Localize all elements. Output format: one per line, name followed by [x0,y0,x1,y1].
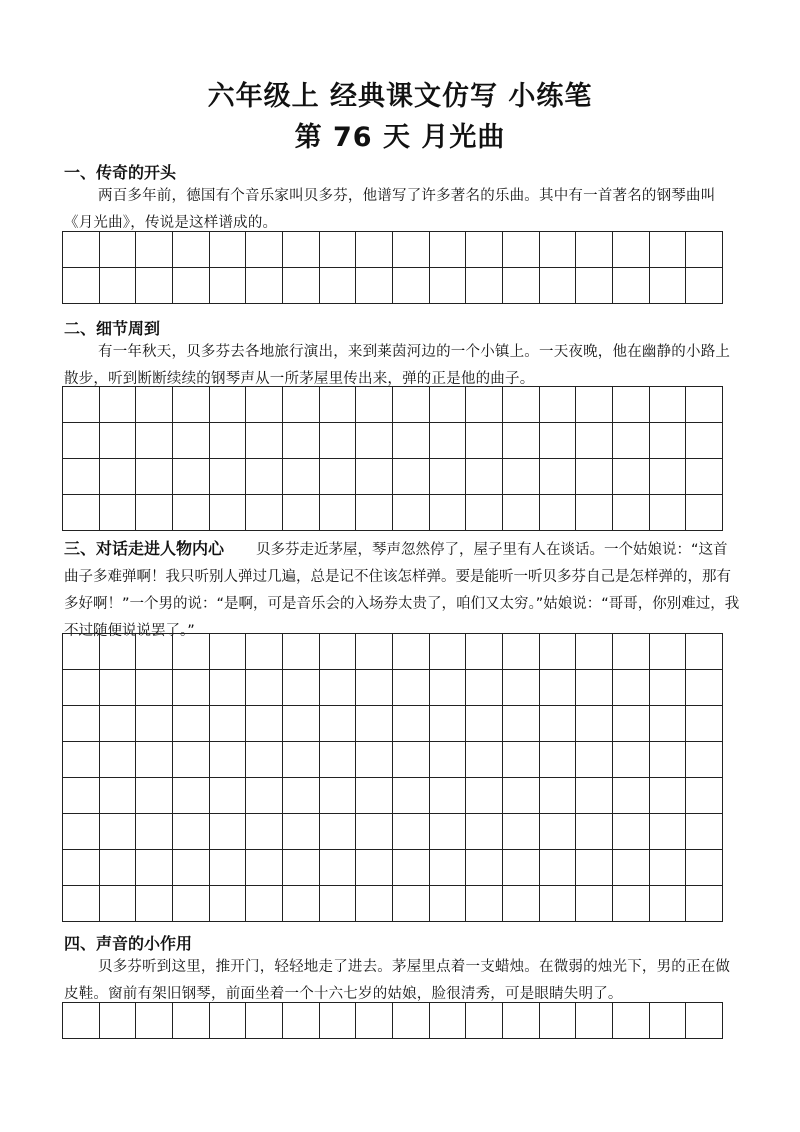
grid-cell[interactable] [173,268,210,304]
grid-cell[interactable] [503,495,540,531]
grid-cell[interactable] [63,634,100,670]
grid-cell[interactable] [136,459,173,495]
grid-cell[interactable] [650,778,687,814]
grid-cell[interactable] [650,232,687,268]
grid-cell[interactable] [540,232,577,268]
grid-cell[interactable] [320,670,357,706]
grid-cell[interactable] [100,387,137,423]
grid-cell[interactable] [650,634,687,670]
grid-cell[interactable] [63,423,100,459]
grid-cell[interactable] [613,706,650,742]
grid-cell[interactable] [503,850,540,886]
grid-cell[interactable] [320,423,357,459]
grid-cell[interactable] [173,459,210,495]
grid-cell[interactable] [210,459,247,495]
grid-cell[interactable] [283,268,320,304]
grid-cell[interactable] [173,778,210,814]
section-2-text [64,339,740,393]
grid-cell[interactable] [100,232,137,268]
grid-cell[interactable] [173,706,210,742]
grid-cell[interactable] [210,742,247,778]
grid-cell[interactable] [173,886,210,922]
grid-cell[interactable] [393,778,430,814]
grid-cell[interactable] [393,459,430,495]
section-2-text-content: 有一年秋天，贝多芬去各地旅行演出，来到莱茵河边的一个小镇上。一天夜晚，他在幽静的小路上散步，听到断断续续的钢琴声从一所茅屋里传出来，弹的正是他的曲子。 [64,344,731,387]
grid-cell[interactable] [466,634,503,670]
grid-cell[interactable] [686,778,723,814]
grid-cell[interactable] [246,814,283,850]
grid-cell[interactable] [63,850,100,886]
grid-cell[interactable] [136,670,173,706]
grid-cell[interactable] [686,742,723,778]
section-3-heading: 三、对话走进人物内心 [64,539,225,558]
grid-cell[interactable] [576,886,613,922]
grid-cell[interactable] [393,706,430,742]
grid-cell[interactable] [503,459,540,495]
grid-cell[interactable] [283,706,320,742]
grid-cell[interactable] [686,423,723,459]
grid-cell[interactable] [283,742,320,778]
grid-cell[interactable] [173,634,210,670]
grid-cell[interactable] [100,1003,137,1039]
writing-grid-3[interactable] [62,633,723,922]
grid-cell[interactable] [320,495,357,531]
grid-cell[interactable] [173,495,210,531]
grid-cell[interactable] [356,742,393,778]
grid-cell[interactable] [173,1003,210,1039]
grid-cell[interactable] [393,1003,430,1039]
grid-cell[interactable] [210,1003,247,1039]
grid-cell[interactable] [503,634,540,670]
grid-cell[interactable] [210,670,247,706]
grid-cell[interactable] [540,742,577,778]
section-1-heading: 一、传奇的开头 [64,163,177,182]
grid-cell[interactable] [430,268,467,304]
grid-cell[interactable] [430,814,467,850]
grid-cell[interactable] [576,459,613,495]
grid-cell[interactable] [466,850,503,886]
grid-cell[interactable] [686,387,723,423]
grid-cell[interactable] [540,423,577,459]
grid-cell[interactable] [173,232,210,268]
grid-cell[interactable] [283,850,320,886]
grid-cell[interactable] [503,670,540,706]
grid-cell[interactable] [63,706,100,742]
grid-cell[interactable] [686,495,723,531]
grid-cell[interactable] [246,232,283,268]
page-subtitle: 第 76 天 月光曲 [294,122,506,153]
grid-cell[interactable] [576,778,613,814]
grid-cell[interactable] [650,423,687,459]
section-1-text [64,183,740,237]
grid-cell[interactable] [246,778,283,814]
grid-cell[interactable] [320,1003,357,1039]
grid-cell[interactable] [173,670,210,706]
grid-cell[interactable] [503,387,540,423]
grid-cell[interactable] [136,706,173,742]
grid-cell[interactable] [613,232,650,268]
grid-cell[interactable] [503,778,540,814]
grid-cell[interactable] [63,814,100,850]
grid-cell[interactable] [136,387,173,423]
grid-cell[interactable] [613,387,650,423]
grid-cell[interactable] [613,268,650,304]
grid-cell[interactable] [63,232,100,268]
grid-cell[interactable] [356,670,393,706]
grid-cell[interactable] [210,495,247,531]
grid-cell[interactable] [613,742,650,778]
grid-cell[interactable] [356,814,393,850]
grid-cell[interactable] [430,232,467,268]
grid-cell[interactable] [173,814,210,850]
section-4-text-content: 贝多芬听到这里，推开门，轻轻地走了进去。茅屋里点着一支蜡烛。在微弱的烛光下，男的正在做皮鞋。窗前有架旧钢琴，前面坐着一个十六七岁的姑娘，脸很清秀，可是眼睛失明了。 [64,959,731,1002]
grid-cell[interactable] [100,706,137,742]
writing-grid-1[interactable] [62,231,723,304]
grid-cell[interactable] [466,1003,503,1039]
grid-cell[interactable] [686,268,723,304]
grid-cell[interactable] [613,1003,650,1039]
grid-cell[interactable] [356,634,393,670]
grid-cell[interactable] [246,387,283,423]
grid-cell[interactable] [686,232,723,268]
grid-cell[interactable] [210,814,247,850]
grid-cell[interactable] [100,814,137,850]
grid-cell[interactable] [210,423,247,459]
grid-cell[interactable] [136,886,173,922]
grid-cell[interactable] [136,850,173,886]
grid-cell[interactable] [576,742,613,778]
grid-cell[interactable] [576,387,613,423]
grid-cell[interactable] [320,387,357,423]
grid-cell[interactable] [100,423,137,459]
grid-cell[interactable] [246,268,283,304]
grid-cell[interactable] [320,268,357,304]
grid-cell[interactable] [540,706,577,742]
grid-cell[interactable] [393,742,430,778]
grid-cell[interactable] [650,459,687,495]
page-title: 六年级上 经典课文仿写 小练笔 [207,81,593,112]
grid-cell[interactable] [430,670,467,706]
grid-cell[interactable] [466,495,503,531]
grid-cell[interactable] [393,423,430,459]
grid-cell[interactable] [576,670,613,706]
grid-cell[interactable] [576,850,613,886]
grid-cell[interactable] [613,886,650,922]
grid-cell[interactable] [100,268,137,304]
grid-cell[interactable] [356,387,393,423]
grid-cell[interactable] [356,423,393,459]
grid-cell[interactable] [283,634,320,670]
grid-cell[interactable] [430,634,467,670]
grid-cell[interactable] [540,634,577,670]
grid-cell[interactable] [466,268,503,304]
grid-cell[interactable] [63,268,100,304]
grid-cell[interactable] [540,886,577,922]
section-4-text [64,954,740,1008]
grid-cell[interactable] [576,268,613,304]
grid-cell[interactable] [246,1003,283,1039]
grid-cell[interactable] [650,850,687,886]
grid-cell[interactable] [283,495,320,531]
grid-cell[interactable] [686,850,723,886]
grid-cell[interactable] [210,850,247,886]
grid-cell[interactable] [430,423,467,459]
grid-cell[interactable] [283,1003,320,1039]
grid-cell[interactable] [503,232,540,268]
grid-cell[interactable] [136,1003,173,1039]
grid-cell[interactable] [430,495,467,531]
grid-cell[interactable] [503,886,540,922]
grid-cell[interactable] [540,670,577,706]
grid-cell[interactable] [63,670,100,706]
grid-cell[interactable] [540,495,577,531]
grid-cell[interactable] [650,814,687,850]
grid-cell[interactable] [540,1003,577,1039]
grid-cell[interactable] [356,459,393,495]
grid-cell[interactable] [393,634,430,670]
grid-cell[interactable] [466,742,503,778]
grid-cell[interactable] [686,706,723,742]
writing-grid-2[interactable] [62,386,723,531]
grid-cell[interactable] [320,634,357,670]
grid-cell[interactable] [613,778,650,814]
grid-cell[interactable] [100,850,137,886]
grid-cell[interactable] [63,886,100,922]
grid-cell[interactable] [100,459,137,495]
grid-cell[interactable] [576,495,613,531]
grid-cell[interactable] [100,495,137,531]
grid-cell[interactable] [576,814,613,850]
grid-cell[interactable] [173,742,210,778]
grid-cell[interactable] [320,778,357,814]
grid-cell[interactable] [173,423,210,459]
grid-cell[interactable] [136,423,173,459]
grid-cell[interactable] [613,670,650,706]
grid-cell[interactable] [136,268,173,304]
grid-cell[interactable] [576,232,613,268]
grid-cell[interactable] [393,387,430,423]
grid-cell[interactable] [210,232,247,268]
grid-cell[interactable] [320,814,357,850]
section-4-heading: 四、声音的小作用 [64,934,193,953]
grid-cell[interactable] [283,459,320,495]
grid-cell[interactable] [576,423,613,459]
grid-cell[interactable] [686,670,723,706]
grid-cell[interactable] [650,886,687,922]
grid-cell[interactable] [283,814,320,850]
grid-cell[interactable] [686,634,723,670]
grid-cell[interactable] [466,814,503,850]
grid-cell[interactable] [540,387,577,423]
grid-cell[interactable] [466,423,503,459]
section-2-heading: 二、细节周到 [64,319,161,338]
grid-cell[interactable] [246,706,283,742]
section-1-text-content: 两百多年前，德国有个音乐家叫贝多芬，他谱写了许多著名的乐曲。其中有一首著名的钢琴曲叫《月光曲》，传说是这样谱成的。 [64,188,716,231]
section-3-text: 贝多芬走近茅屋，琴声忽然停了，屋子里有人在谈话。一个姑娘说：“这首曲子多难弹啊！我只听别人弹过几遍，总是记不住该怎样弹。要是能听一听贝多芬自己是怎样弹的，那有多好啊！”一个男的说：“是啊，可是音乐会的入场券太贵了，咱们又太穷。”姑娘说：“哥哥，你别难过，我不过随便说说罢了。” [64,542,740,639]
grid-cell[interactable] [356,495,393,531]
grid-cell[interactable] [210,268,247,304]
grid-cell[interactable] [100,886,137,922]
grid-cell[interactable] [503,814,540,850]
grid-cell[interactable] [503,423,540,459]
grid-cell[interactable] [650,706,687,742]
grid-cell[interactable] [393,886,430,922]
grid-cell[interactable] [356,850,393,886]
grid-cell[interactable] [576,706,613,742]
grid-cell[interactable] [136,232,173,268]
grid-cell[interactable] [466,387,503,423]
grid-cell[interactable] [576,634,613,670]
grid-cell[interactable] [246,886,283,922]
writing-grid-4[interactable] [62,1002,723,1039]
grid-cell[interactable] [393,232,430,268]
grid-cell[interactable] [356,232,393,268]
grid-cell[interactable] [430,778,467,814]
grid-cell[interactable] [613,423,650,459]
grid-cell[interactable] [210,387,247,423]
grid-cell[interactable] [320,850,357,886]
grid-cell[interactable] [430,387,467,423]
grid-cell[interactable] [430,1003,467,1039]
grid-cell[interactable] [63,459,100,495]
grid-cell[interactable] [283,886,320,922]
grid-cell[interactable] [246,495,283,531]
grid-cell[interactable] [63,742,100,778]
grid-cell[interactable] [613,495,650,531]
grid-cell[interactable] [246,423,283,459]
grid-cell[interactable] [210,706,247,742]
grid-cell[interactable] [393,814,430,850]
grid-cell[interactable] [136,634,173,670]
grid-cell[interactable] [100,778,137,814]
grid-cell[interactable] [320,459,357,495]
grid-cell[interactable] [356,886,393,922]
grid-cell[interactable] [246,670,283,706]
grid-cell[interactable] [173,387,210,423]
grid-cell[interactable] [686,459,723,495]
grid-cell[interactable] [210,778,247,814]
grid-cell[interactable] [540,268,577,304]
grid-cell[interactable] [613,850,650,886]
grid-cell[interactable] [136,742,173,778]
grid-cell[interactable] [356,706,393,742]
grid-cell[interactable] [503,706,540,742]
grid-cell[interactable] [320,886,357,922]
grid-cell[interactable] [246,459,283,495]
grid-cell[interactable] [466,778,503,814]
grid-cell[interactable] [393,268,430,304]
section-3-block [64,535,740,645]
grid-cell[interactable] [540,850,577,886]
grid-cell[interactable] [283,778,320,814]
grid-cell[interactable] [650,742,687,778]
grid-cell[interactable] [650,268,687,304]
grid-cell[interactable] [430,742,467,778]
grid-cell[interactable] [466,670,503,706]
grid-cell[interactable] [393,495,430,531]
grid-cell[interactable] [320,706,357,742]
grid-cell[interactable] [63,778,100,814]
grid-cell[interactable] [430,706,467,742]
grid-cell[interactable] [686,1003,723,1039]
grid-cell[interactable] [210,634,247,670]
grid-cell[interactable] [320,232,357,268]
grid-cell[interactable] [650,387,687,423]
grid-cell[interactable] [246,742,283,778]
grid-cell[interactable] [210,886,247,922]
grid-cell[interactable] [503,268,540,304]
grid-cell[interactable] [613,634,650,670]
grid-cell[interactable] [650,1003,687,1039]
grid-cell[interactable] [466,706,503,742]
grid-cell[interactable] [576,1003,613,1039]
grid-cell[interactable] [540,814,577,850]
grid-cell[interactable] [503,742,540,778]
grid-cell[interactable] [686,814,723,850]
grid-cell[interactable] [283,387,320,423]
grid-cell[interactable] [540,778,577,814]
grid-cell[interactable] [503,1003,540,1039]
grid-cell[interactable] [466,459,503,495]
grid-cell[interactable] [356,1003,393,1039]
grid-cell[interactable] [283,670,320,706]
grid-cell[interactable] [393,850,430,886]
grid-cell[interactable] [613,459,650,495]
grid-cell[interactable] [100,742,137,778]
grid-cell[interactable] [466,886,503,922]
grid-cell[interactable] [430,886,467,922]
grid-cell[interactable] [283,423,320,459]
grid-cell[interactable] [100,670,137,706]
grid-cell[interactable] [430,850,467,886]
grid-cell[interactable] [356,268,393,304]
grid-cell[interactable] [136,495,173,531]
grid-cell[interactable] [100,634,137,670]
grid-cell[interactable] [246,634,283,670]
grid-cell[interactable] [540,459,577,495]
grid-cell[interactable] [136,778,173,814]
grid-cell[interactable] [63,1003,100,1039]
grid-cell[interactable] [613,814,650,850]
grid-cell[interactable] [430,459,467,495]
grid-cell[interactable] [63,387,100,423]
grid-cell[interactable] [650,495,687,531]
grid-cell[interactable] [686,886,723,922]
grid-cell[interactable] [320,742,357,778]
grid-cell[interactable] [356,778,393,814]
grid-cell[interactable] [246,850,283,886]
grid-cell[interactable] [393,670,430,706]
grid-cell[interactable] [650,670,687,706]
grid-cell[interactable] [173,850,210,886]
grid-cell[interactable] [283,232,320,268]
grid-cell[interactable] [466,232,503,268]
grid-cell[interactable] [136,814,173,850]
grid-cell[interactable] [63,495,100,531]
